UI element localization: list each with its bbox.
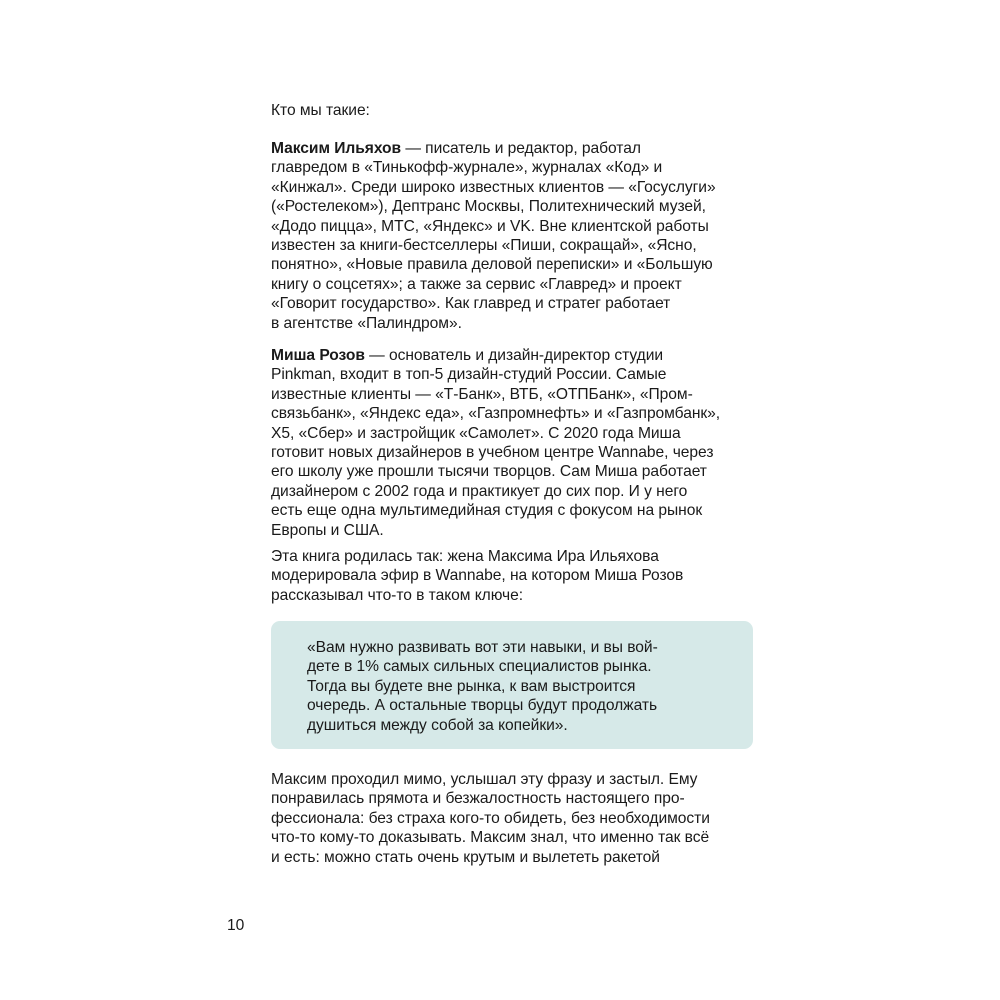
paragraph-reaction [271, 770, 771, 867]
paragraph-line: его школу уже прошли тысячи творцов. Сам Миша работает [271, 463, 707, 481]
paragraph-line: Pinkman, входит в топ-5 дизайн-студий России. Самые [271, 366, 667, 384]
quote-line: дете в 1% самых сильных специалистов рынка. [307, 658, 652, 676]
paragraph-line: есть еще одна мультимедийная студия с фокусом на рынок [271, 502, 703, 520]
section-heading [271, 101, 771, 120]
paragraph-line: «Кинжал». Среди широко известных клиентов — «Госуслуги» [271, 178, 716, 196]
paragraph-line: что-то кому-то доказывать. Максим знал, что именно так всё [271, 829, 710, 847]
quote-text [307, 638, 658, 735]
paragraph-line: («Ростелеком»), Дептранс Москвы, Политехнический музей, [271, 198, 706, 216]
paragraph-line: Максим Ильяхов — писатель и редактор, работал [271, 140, 641, 157]
paragraph-line: модерировала эфир в Wannabe, на котором Миша Розов [271, 567, 684, 585]
paragraph-line: Эта книга родилась так: жена Максима Ира Ильяхова [271, 548, 659, 565]
paragraph-line: известные клиенты — «Т-Банк», ВТБ, «ОТПБанк», «Пром- [271, 385, 693, 403]
author-name: Максим Ильяхов [271, 140, 402, 157]
paragraph-line: фессионала: без страха кого-то обидеть, без необходимости [271, 809, 710, 827]
quote-line: «Вам нужно развивать вот эти навыки, и вы вой- [307, 639, 658, 656]
heading-text: Кто мы такие: [271, 102, 370, 119]
author-name: Миша Розов [271, 347, 365, 364]
paragraph-line: в агентстве «Палиндром». [271, 314, 462, 332]
paragraph-line: известен за книги-бестселлеры «Пиши, сокращай», «Ясно, [271, 237, 697, 255]
paragraph-origin [271, 547, 771, 605]
quote-line: очередь. А остальные творцы будут продолжать [307, 697, 658, 715]
paragraph-line: дизайнером с 2002 года и практикует до сих пор. И у него [271, 482, 688, 500]
paragraph-line: понятно», «Новые правила деловой переписки» и «Большую [271, 256, 713, 274]
paragraph-line: Миша Розов — основатель и дизайн-директор студии [271, 347, 664, 364]
quote-callout [271, 621, 753, 749]
paragraph-line: «Додо пицца», МТС, «Яндекс» и VK. Вне клиентской работы [271, 217, 709, 235]
paragraph-line: готовит новых дизайнеров в учебном центре Wannabe, через [271, 444, 714, 462]
page-number: 10 [227, 917, 245, 934]
paragraph-line: и есть: можно стать очень крутым и вылететь ракетой [271, 848, 660, 866]
paragraph-rozov [271, 346, 771, 540]
paragraph-ilyakhov [271, 139, 771, 333]
paragraph-line: главредом в «Тинькофф-журнале», журналах «Код» и [271, 159, 663, 177]
paragraph-line: рассказывал что-то в таком ключе: [271, 586, 524, 604]
paragraph-line: Максим проходил мимо, услышал эту фразу и застыл. Ему [271, 771, 698, 788]
paragraph-line: «Говорит государство». Как главред и стратег работает [271, 295, 671, 313]
quote-line: душиться между собой за копейки». [307, 716, 568, 734]
paragraph-line: связьбанк», «Яндекс еда», «Газпромнефть» и «Газпромбанк», [271, 405, 721, 423]
quote-line: Тогда вы будете вне рынка, к вам выстроится [307, 677, 636, 695]
paragraph-line: понравилась прямота и безжалостность настоящего про- [271, 790, 685, 808]
paragraph-line: Европы и США. [271, 521, 384, 539]
paragraph-line: Х5, «Сбер» и застройщик «Самолет». С 2020 года Миша [271, 424, 681, 442]
paragraph-line: книгу о соцсетях»; а также за сервис «Главред» и проект [271, 275, 682, 293]
